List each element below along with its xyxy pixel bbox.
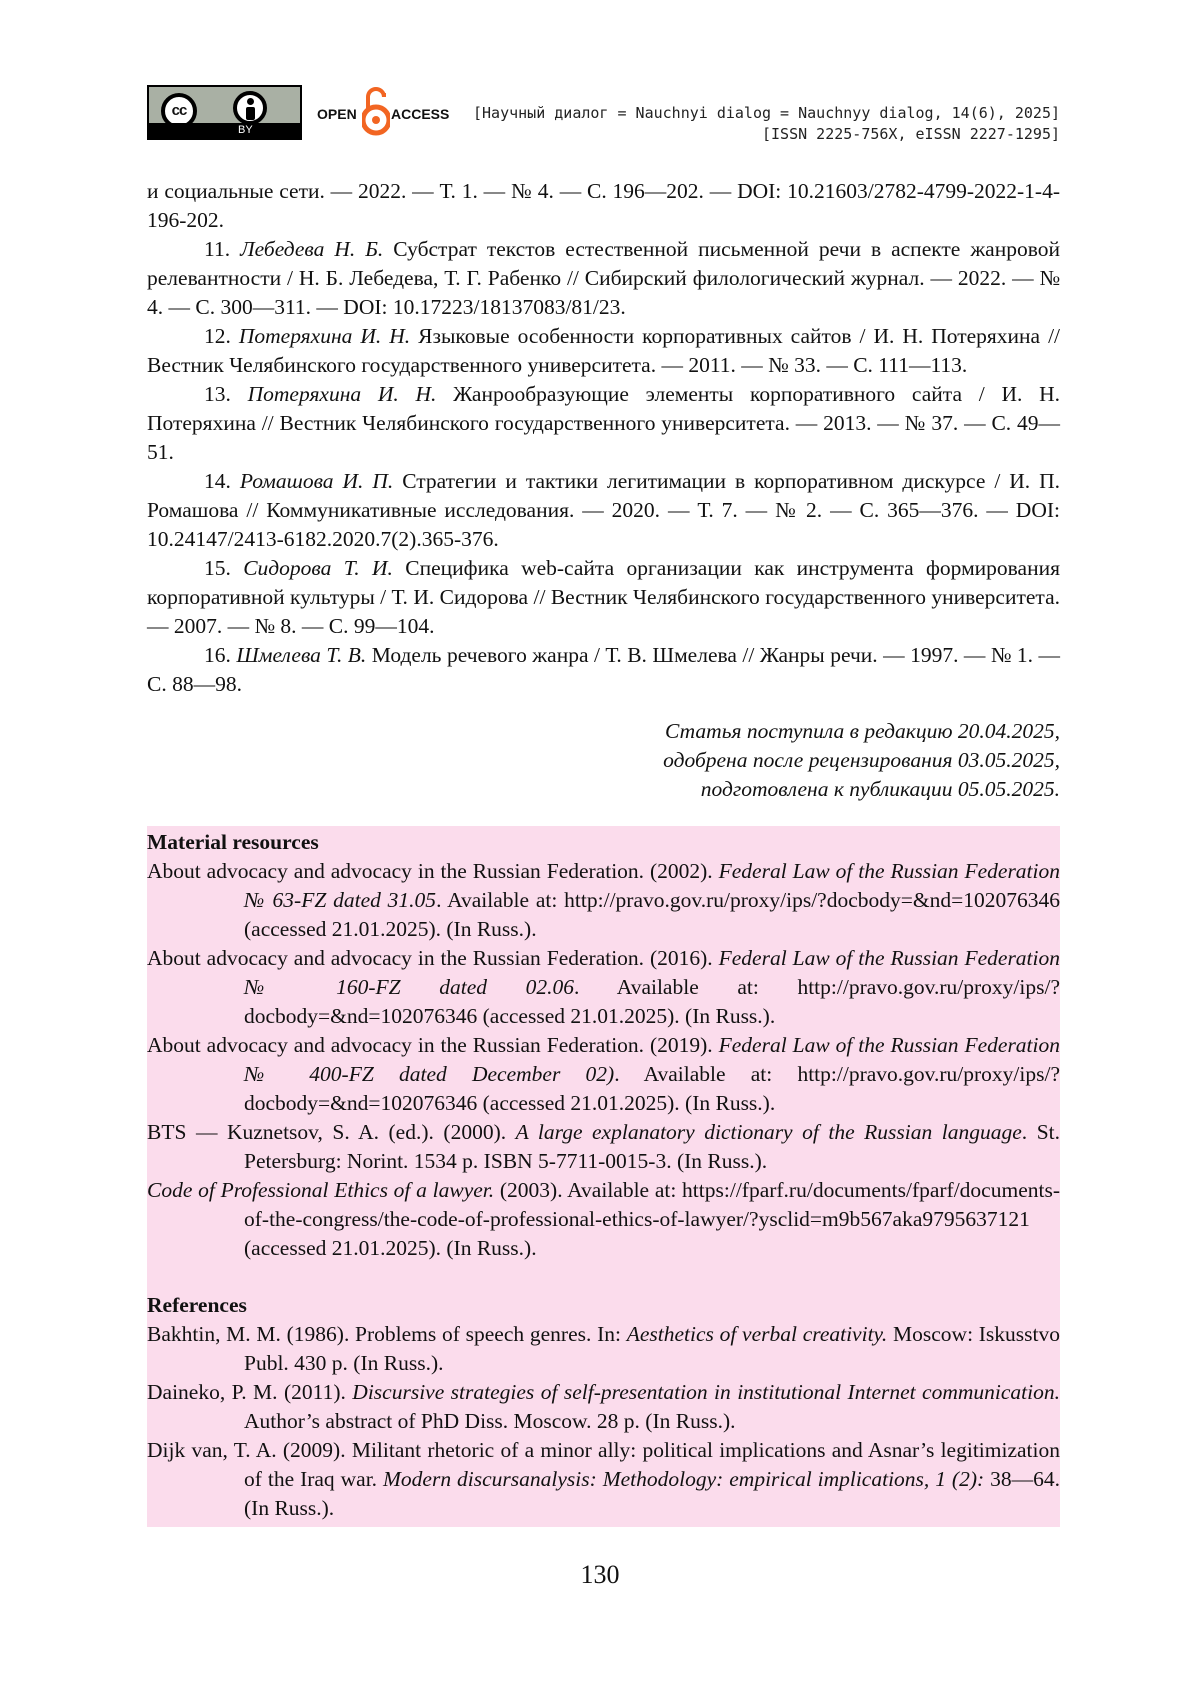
reference-number: 12. <box>204 324 231 348</box>
material-resource-item <box>147 944 1060 1031</box>
reference-author: Потеряхина И. Н. <box>238 324 411 348</box>
approved-date: одобрена после рецензирования 03.05.2025, <box>663 748 1060 772</box>
journal-citation-line: [Научный диалог = Nauchnyi dialog = Nauchnyy dialog, 14(6), 2025] <box>473 104 1060 122</box>
open-lock-icon <box>362 85 390 137</box>
reference-number: 13. <box>204 382 231 406</box>
reference-en-item <box>147 1378 1060 1436</box>
reference-text: Специфика web-сайта организации как инструмента формирования корпоративной культуры / Т. И. Сидорова // Вестник Челябинского государственного университета. — 2007. — № 8. — С. 99—104. <box>147 556 1060 638</box>
page-header <box>147 85 1060 145</box>
ref-text: Moscow: Iskusstvo Publ. 430 p. (In Russ.). <box>244 1322 1060 1375</box>
ref-title: Code of Professional Ethics of a lawyer. <box>147 1178 495 1202</box>
ref-title: A large explanatory dictionary of the Russian language <box>515 1120 1022 1144</box>
ref-title: Modern discursanalysis: Methodology: empirical implications, 1 (2): <box>383 1467 985 1491</box>
ref-text: (2003). Available at: https://fparf.ru/documents/fparf/documents-of-the-congress/the-code-of-professional-ethics-of-lawyer/?ysclid=m9b567aka9795637121 (accessed 21.01.2025). (In Russ.). <box>244 1178 1060 1260</box>
reference-en-item <box>147 1436 1060 1523</box>
page <box>147 85 1060 1527</box>
material-resources-heading: Material resources <box>147 830 319 854</box>
reference-author: Потеряхина И. Н. <box>247 382 437 406</box>
ref-text: BTS — Kuznetsov, S. A. (ed.). (2000). <box>147 1120 516 1144</box>
prepared-date: подготовлена к публикации 05.05.2025. <box>700 777 1060 801</box>
ref-text: Author’s abstract of PhD Diss. Moscow. 28 p. (In Russ.). <box>244 1409 736 1433</box>
russian-references <box>147 177 1060 699</box>
ref-text: Daineko, P. M. (2011). <box>147 1380 353 1404</box>
page-number: 130 <box>580 1560 620 1589</box>
ref-title: Federal Law of the Russian Federation № 160-FZ dated 02.06 <box>244 946 1061 999</box>
reference-text: Языковые особенности корпоративных сайтов / И. Н. Потеряхина // Вестник Челябинского государственного университета. — 2011. — № 33. — С. 111—113. <box>147 324 1061 377</box>
open-access-logo <box>317 85 467 140</box>
journal-citation <box>473 103 1060 145</box>
cc-icon: cc <box>161 93 197 129</box>
open-access-open-text: OPEN <box>317 106 357 122</box>
reference-text: Субстрат текстов естественной письменной речи в аспекте жанровой релевантности / Н. Б. Лебедева, Т. Г. Рабенко // Сибирский филологический журнал. — 2022. — № 4. — С. 300—311. — DOI: 10.17223/18137083/81/23. <box>147 237 1060 319</box>
by-label: BY <box>149 123 300 138</box>
ref-text: Bakhtin, M. M. (1986). Problems of speech genres. In: <box>147 1322 627 1346</box>
material-resource-item <box>147 1031 1060 1118</box>
english-references-block <box>147 826 1060 1527</box>
cc-by-license-badge[interactable] <box>147 85 302 140</box>
by-person-icon <box>233 91 267 125</box>
ref-text: About advocacy and advocacy in the Russian Federation. (2002). <box>147 859 719 883</box>
article-dates <box>147 717 1060 804</box>
section-spacer <box>147 1263 1060 1291</box>
reference-item <box>147 380 1060 467</box>
received-date: Статья поступила в редакцию 20.04.2025, <box>664 719 1060 743</box>
reference-number: 14. <box>204 469 231 493</box>
open-access-access-text: ACCESS <box>391 106 450 122</box>
reference-text: Жанрообразующие элементы корпоративного сайта / И. Н. Потеряхина // Вестник Челябинского государственного университета. — 2013. — № 37. — С. 49—51. <box>147 382 1060 464</box>
ref-text: About advocacy and advocacy in the Russian Federation. (2019). <box>147 1033 719 1057</box>
ref-text: 38—64. (In Russ.). <box>244 1467 1060 1520</box>
reference-author: Лебедева Н. Б. <box>240 237 384 261</box>
reference-item <box>147 641 1060 699</box>
reference-author: Ромашова И. П. <box>239 469 394 493</box>
journal-issn-line: [ISSN 2225-756X, eISSN 2227-1295] <box>761 125 1060 143</box>
ref-text: . Available at: http://pravo.gov.ru/proxy/ips/?docbody=&nd=102076346 (accessed 21.01.2025). (In Russ.). <box>244 888 1060 941</box>
references-heading: References <box>147 1293 247 1317</box>
reference-number: 16. <box>204 643 231 667</box>
reference-number: 11. <box>204 237 231 261</box>
reference-continuation: и социальные сети. — 2022. — Т. 1. — № 4. — С. 196—202. — DOI: 10.21603/2782-4799-2022-1-4-196-202. <box>147 179 1060 232</box>
reference-text: Стратегии и тактики легитимации в корпоративном дискурсе / И. П. Ромашова // Коммуникативные исследования. — 2020. — Т. 7. — № 2. — С. 365—376. — DOI: 10.24147/2413-6182.2020.7(2).365-376. <box>147 469 1061 551</box>
ref-text: . Available at: http://pravo.gov.ru/proxy/ips/?docbody=&nd=102076346 (accessed 21.01.2025). (In Russ.). <box>244 975 1060 1028</box>
material-resource-item <box>147 1176 1060 1263</box>
reference-en-item <box>147 1320 1060 1378</box>
material-resource-item <box>147 857 1060 944</box>
ref-title: Federal Law of the Russian Federation № 400-FZ dated December 02) <box>244 1033 1061 1086</box>
reference-author: Шмелева Т. В. <box>236 643 367 667</box>
ref-title: Discursive strategies of self-presentation in institutional Internet communication. <box>352 1380 1060 1404</box>
ref-text: About advocacy and advocacy in the Russian Federation. (2016). <box>147 946 719 970</box>
reference-text: Модель речевого жанра / Т. В. Шмелева // Жанры речи. — 1997. — № 1. — С. 88—98. <box>147 643 1061 696</box>
material-resource-item <box>147 1118 1060 1176</box>
ref-title: Federal Law of the Russian Federation № 63-FZ dated 31.05 <box>244 859 1061 912</box>
reference-item <box>147 322 1060 380</box>
ref-text: Dijk van, T. A. (2009). Militant rhetoric of a minor ally: political implications and Asnar’s legitimization of the Iraq war. <box>147 1438 1060 1491</box>
reference-author: Сидорова Т. И. <box>243 556 393 580</box>
reference-number: 15. <box>204 556 231 580</box>
reference-item <box>147 467 1060 554</box>
reference-item <box>147 235 1060 322</box>
ref-title: Aesthetics of verbal creativity. <box>626 1322 888 1346</box>
ref-text: . St. Petersburg: Norint. 1534 p. ISBN 5-7711-0015-3. (In Russ.). <box>244 1120 1061 1173</box>
reference-item <box>147 554 1060 641</box>
ref-text: . Available at: http://pravo.gov.ru/proxy/ips/?docbody=&nd=102076346 (accessed 21.01.2025). (In Russ.). <box>244 1062 1060 1115</box>
